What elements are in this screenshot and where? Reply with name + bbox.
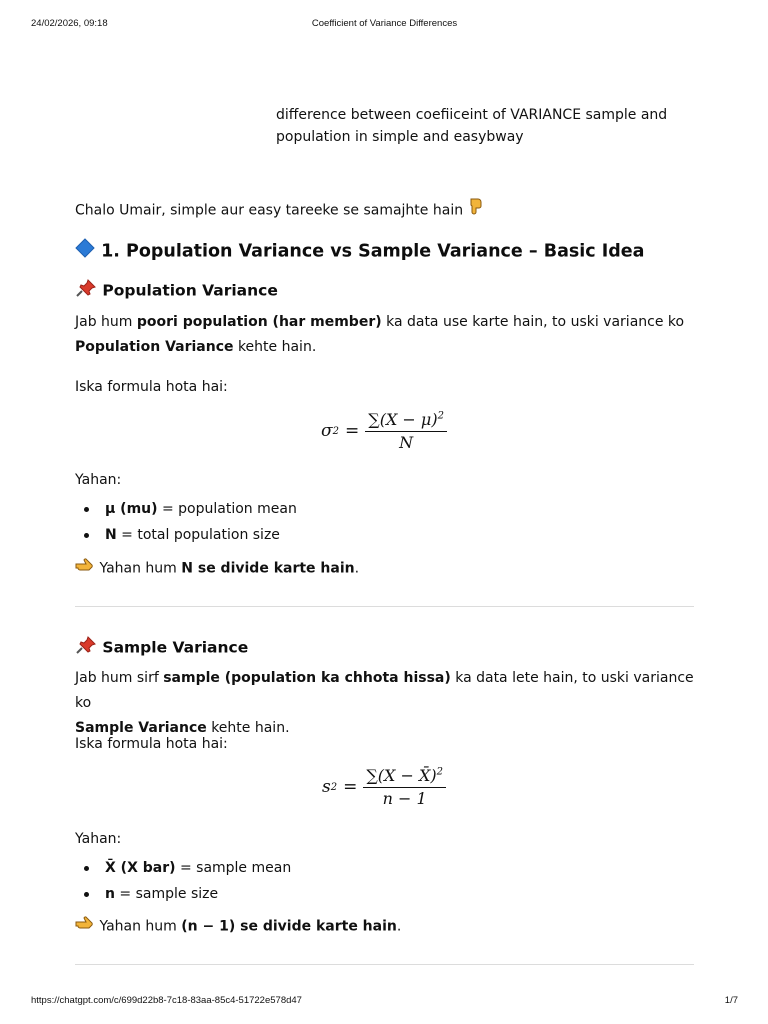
population-paragraph	[75, 310, 700, 360]
formula-lhs: σ	[321, 421, 333, 441]
bullet-desc: = sample size	[114, 885, 219, 902]
page-url: https://chatgpt.com/c/699d22b8-7c18-83aa-85c4-51722e578d47	[31, 995, 302, 1006]
user-message: difference between coefiiceint of VARIANCE sample and population in simple and easybway	[276, 107, 668, 145]
intro-paragraph	[75, 197, 700, 224]
yahan-label: Yahan:	[75, 472, 122, 488]
text-run: ka data lete hain, to uski variance ko	[75, 670, 694, 711]
pushpin-icon	[75, 635, 97, 661]
text-run: kehte hain.	[206, 720, 290, 736]
pointing-right-icon	[75, 556, 95, 581]
formula-intro: Iska formula hota hai:	[75, 736, 228, 752]
pointing-right-icon	[75, 914, 95, 939]
bullet-desc: = population mean	[157, 501, 297, 517]
bullet-term: N	[105, 526, 117, 543]
sample-heading	[75, 635, 248, 661]
bold-run: Population Variance	[75, 339, 234, 355]
text-run: kehte hain.	[233, 339, 317, 355]
text-run: Jab hum	[75, 314, 137, 330]
bold-run: N se divide karte hain	[181, 560, 355, 577]
print-footer	[31, 995, 738, 1007]
page-number: 1/7	[724, 995, 738, 1006]
formula-lhs: s	[322, 777, 331, 797]
sample-bullets	[75, 856, 291, 907]
formula-sup: 2	[330, 781, 338, 793]
divider	[75, 964, 694, 965]
sample-paragraph	[75, 666, 700, 741]
formula-equals: =	[345, 421, 360, 441]
population-heading-text: Population Variance	[102, 281, 278, 300]
pushpin-icon	[75, 278, 97, 304]
bullet-desc: = total population size	[116, 526, 280, 543]
formula-numerator: ∑(X − X̄)	[366, 766, 437, 785]
sample-heading-text: Sample Variance	[102, 638, 249, 657]
text-run: Yahan hum	[99, 918, 182, 935]
formula-fraction	[363, 766, 446, 808]
bold-run: sample (population ka chhota hissa)	[163, 670, 451, 686]
pointing-down-icon	[468, 197, 484, 224]
formula-numerator: ∑(X − μ)	[368, 410, 438, 429]
formula-fraction	[365, 410, 447, 452]
formula-equals: =	[343, 777, 358, 797]
intro-text: Chalo Umair, simple aur easy tareeke se samajhte hain	[75, 202, 464, 219]
formula-intro: Iska formula hota hai:	[75, 379, 228, 395]
text-run: .	[354, 560, 360, 577]
formula-sup: 2	[436, 766, 443, 778]
bold-run: Sample Variance	[75, 720, 207, 736]
section-heading	[75, 238, 644, 265]
print-header	[31, 18, 738, 30]
blue-diamond-icon	[75, 238, 95, 265]
list-item	[75, 497, 297, 523]
formula-sup: 2	[437, 410, 444, 422]
list-item	[75, 882, 291, 908]
bold-run: (n − 1) se divide karte hain	[181, 918, 397, 935]
yahan-label: Yahan:	[75, 831, 122, 847]
list-item	[75, 523, 297, 549]
bullet-desc: = sample mean	[175, 860, 292, 876]
bullet-term: μ (mu)	[105, 501, 158, 517]
section-title: 1. Population Variance vs Sample Variance – Basic Idea	[101, 241, 645, 262]
text-run: Jab hum sirf	[75, 670, 164, 686]
formula-denominator: n − 1	[382, 789, 427, 808]
population-formula	[0, 410, 768, 452]
text-run: ka data use karte hain, to uski variance ko	[381, 314, 685, 330]
sample-note	[75, 914, 700, 940]
text-run: .	[396, 918, 402, 935]
formula-denominator: N	[399, 433, 414, 452]
print-title: Coefficient of Variance Differences	[311, 18, 458, 29]
population-bullets	[75, 497, 297, 548]
sample-formula	[0, 766, 768, 808]
population-heading	[75, 278, 278, 304]
bold-run: poori population (har member)	[136, 314, 382, 330]
population-note	[75, 556, 700, 582]
bullet-term: n	[105, 885, 115, 902]
formula-sup: 2	[332, 425, 340, 437]
bullet-term: X̄ (X bar)	[105, 860, 176, 876]
text-run: Yahan hum	[99, 560, 182, 577]
list-item	[75, 856, 291, 882]
print-datetime: 24/02/2026, 09:18	[31, 18, 108, 29]
divider	[75, 606, 694, 607]
